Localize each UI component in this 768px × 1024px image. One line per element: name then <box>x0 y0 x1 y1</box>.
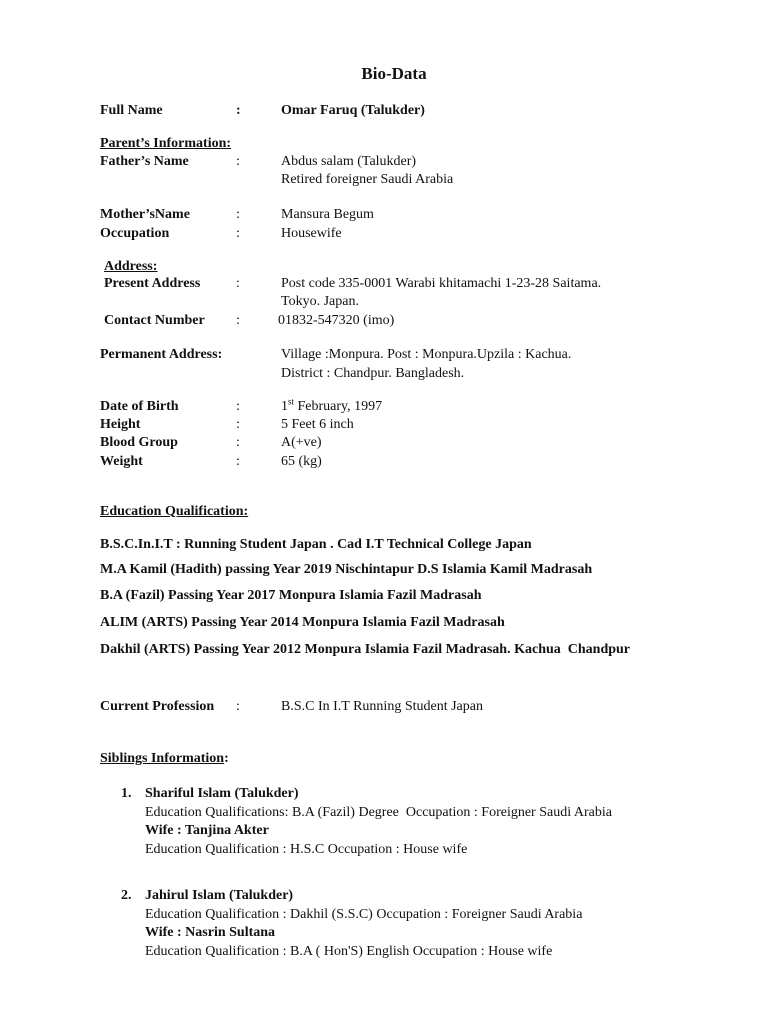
colon-separator: : <box>236 399 240 414</box>
present-address-label: Present Address <box>104 276 201 291</box>
education-item: B.S.C.In.I.T : Running Student Japan . Cad I.T Technical College Japan <box>100 537 532 552</box>
education-heading: Education Qualification: <box>100 504 249 519</box>
occupation-label: Occupation <box>100 226 170 241</box>
blood-group-label: Blood Group <box>100 435 178 450</box>
occupation-value: Housewife <box>281 226 342 241</box>
weight-label: Weight <box>100 454 143 469</box>
siblings-heading-colon: : <box>224 751 229 766</box>
colon-separator: : <box>236 103 241 118</box>
blood-group-value: A(+ve) <box>281 435 322 450</box>
contact-number-label: Contact Number <box>104 313 205 328</box>
dob-value <box>281 398 382 415</box>
siblings-heading-text: Siblings Information <box>100 751 225 766</box>
colon-separator: : <box>236 454 240 469</box>
weight-value: 65 (kg) <box>281 454 322 469</box>
sibling-number: 2. <box>121 888 132 903</box>
contact-number-value: 01832-547320 (imo) <box>278 313 395 328</box>
colon-separator: : <box>236 699 240 714</box>
colon-separator: : <box>236 207 240 222</box>
sibling-education: Education Qualifications: B.A (Fazil) Degree Occupation : Foreigner Saudi Arabia <box>145 805 612 820</box>
colon-separator: : <box>236 313 240 328</box>
sibling-wife: Wife : Nasrin Sultana <box>145 925 276 940</box>
page-title: Bio-Data <box>361 64 427 83</box>
colon-separator: : <box>236 417 240 432</box>
parents-heading: Parent’s Information: <box>100 136 232 151</box>
profession-value: B.S.C In I.T Running Student Japan <box>281 699 483 714</box>
siblings-heading <box>100 750 229 767</box>
dob-label: Date of Birth <box>100 399 179 414</box>
education-item: Dakhil (ARTS) Passing Year 2012 Monpura Islamia Fazil Madrasah. Kachua Chandpur <box>100 642 631 657</box>
colon-separator: : <box>236 226 240 241</box>
father-note: Retired foreigner Saudi Arabia <box>281 172 454 187</box>
education-item: ALIM (ARTS) Passing Year 2014 Monpura Islamia Fazil Madrasah <box>100 615 505 630</box>
mother-name-value: Mansura Begum <box>281 207 374 222</box>
dob-month-year: February, 1997 <box>294 399 383 414</box>
height-value: 5 Feet 6 inch <box>281 417 354 432</box>
sibling-wife-education: Education Qualification : B.A ( Hon'S) English Occupation : House wife <box>145 944 553 959</box>
full-name-label: Full Name <box>100 103 163 118</box>
sibling-wife-education: Education Qualification : H.S.C Occupation : House wife <box>145 842 468 857</box>
present-address-line1: Post code 335-0001 Warabi khitamachi 1-23-28 Saitama. <box>281 276 602 291</box>
permanent-address-line2: District : Chandpur. Bangladesh. <box>281 366 465 381</box>
father-name-value: Abdus salam (Talukder) <box>281 154 417 169</box>
education-item: B.A (Fazil) Passing Year 2017 Monpura Islamia Fazil Madrasah <box>100 588 482 603</box>
colon-separator: : <box>236 435 240 450</box>
education-item: M.A Kamil (Hadith) passing Year 2019 Nischintapur D.S Islamia Kamil Madrasah <box>100 562 593 577</box>
dob-day: 1 <box>281 399 288 414</box>
colon-separator: : <box>236 276 240 291</box>
sibling-name: Jahirul Islam (Talukder) <box>145 888 294 903</box>
sibling-education: Education Qualification : Dakhil (S.S.C) Occupation : Foreigner Saudi Arabia <box>145 907 583 922</box>
colon-separator: : <box>236 154 240 169</box>
mother-name-label: Mother’sName <box>100 207 190 222</box>
sibling-wife: Wife : Tanjina Akter <box>145 823 269 838</box>
sibling-number: 1. <box>121 786 132 801</box>
full-name-value: Omar Faruq (Talukder) <box>281 103 425 118</box>
height-label: Height <box>100 417 141 432</box>
sibling-name: Shariful Islam (Talukder) <box>145 786 299 801</box>
permanent-address-line1: Village :Monpura. Post : Monpura.Upzila : Kachua. <box>281 347 572 362</box>
dob-ordinal-suffix: st <box>288 396 295 407</box>
present-address-line2: Tokyo. Japan. <box>281 294 359 309</box>
profession-label: Current Profession <box>100 699 215 714</box>
address-heading: Address: <box>104 259 158 274</box>
permanent-address-label: Permanent Address: <box>100 347 223 362</box>
father-name-label: Father’s Name <box>100 154 189 169</box>
